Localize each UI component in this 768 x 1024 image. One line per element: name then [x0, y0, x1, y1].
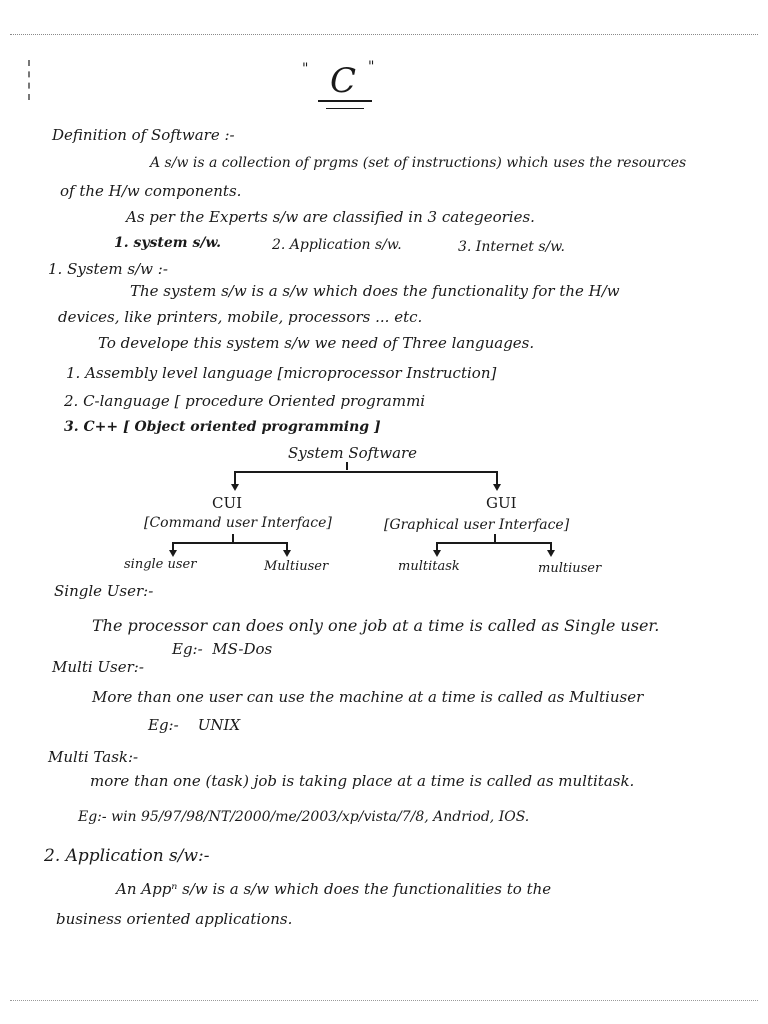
tree-root-branch	[234, 471, 474, 473]
multi-task-example: Eg:- win 95/97/98/NT/2000/me/2003/xp/vista/7/8, Andriod, IOS.	[78, 809, 530, 825]
multi-user-line-1: More than one user can use the machine at a time is called as Multiuser	[92, 688, 644, 706]
definition-line-3: As per the Experts s/w are classified in 3 categeories.	[126, 208, 535, 226]
tree-gui-sub-stem	[494, 534, 496, 542]
tree-cui-arrow	[231, 484, 239, 491]
tree-single-user: single user	[124, 557, 197, 572]
application-sw-heading: 2. Application s/w:-	[44, 846, 210, 866]
tree-gui-stem	[496, 471, 498, 485]
tree-gui-branch	[474, 471, 498, 473]
definition-line-2: of the H/w components.	[60, 182, 242, 200]
system-sw-line-3: To develope this system s/w we need of Three languages.	[98, 334, 535, 352]
tree-cui-sub-branch	[172, 542, 288, 544]
scan-border-left	[28, 60, 40, 100]
multi-task-line-1: more than one (task) job is taking place at a time is called as multitask.	[90, 772, 635, 790]
language-cpp: 3. C++ [ Object oriented programming ]	[64, 419, 381, 435]
title-open-quote: "	[302, 61, 309, 77]
tree-root-stem	[346, 462, 348, 470]
tree-gui-sub-branch	[436, 542, 552, 544]
title-close-quote: "	[368, 59, 375, 75]
multi-user-heading: Multi User:-	[52, 658, 144, 676]
tree-gui-arrow	[493, 484, 501, 491]
single-user-example: Eg:- MS-Dos	[172, 640, 273, 658]
system-sw-line-1: The system s/w is a s/w which does the functionality for the H/w	[130, 282, 620, 300]
tree-cui-stem	[234, 471, 236, 485]
title-underline-2	[326, 108, 364, 109]
tree-gui-label: GUI	[486, 494, 517, 512]
title-underline-1	[318, 100, 372, 102]
system-sw-heading: 1. System s/w :-	[48, 260, 168, 278]
language-assembly: 1. Assembly level language [microprocessor Instruction]	[66, 364, 497, 382]
tree-cui-label: CUI	[212, 494, 243, 512]
page-title: C	[330, 61, 357, 101]
language-c: 2. C-language [ procedure Oriented programmi	[64, 392, 426, 410]
single-user-line-1: The processor can does only one job at a time is called as Single user.	[92, 616, 660, 635]
definition-heading: Definition of Software :-	[52, 126, 235, 144]
tree-gui-left-arrow	[433, 550, 441, 557]
tree-multiuser-gui: multiuser	[538, 561, 602, 576]
category-application: 2. Application s/w.	[272, 237, 402, 253]
category-system: 1. system s/w.	[114, 235, 221, 251]
tree-cui-full: [Command user Interface]	[144, 515, 332, 531]
tree-gui-right-arrow	[547, 550, 555, 557]
single-user-heading: Single User:-	[54, 582, 154, 600]
tree-cui-sub-stem	[232, 534, 234, 542]
application-sw-line-2: business oriented applications.	[56, 910, 293, 928]
multi-task-heading: Multi Task:-	[48, 748, 139, 766]
tree-cui-right-arrow	[283, 550, 291, 557]
scan-border-top	[10, 34, 758, 35]
tree-multiuser-cui: Multiuser	[264, 559, 329, 574]
definition-line-1: A s/w is a collection of prgms (set of instructions) which uses the resources	[150, 155, 687, 171]
tree-gui-full: [Graphical user Interface]	[384, 517, 570, 533]
application-sw-line-1: An Appⁿ s/w is a s/w which does the functionalities to the	[116, 880, 552, 898]
system-sw-line-2: devices, like printers, mobile, processors ... etc.	[58, 308, 423, 326]
multi-user-example: Eg:- UNIX	[148, 716, 241, 734]
tree-cui-left-arrow	[169, 550, 177, 557]
tree-root-label: System Software	[288, 444, 418, 462]
scan-border-bottom	[10, 1000, 758, 1001]
category-internet: 3. Internet s/w.	[458, 239, 566, 255]
tree-multitask: multitask	[398, 559, 460, 574]
